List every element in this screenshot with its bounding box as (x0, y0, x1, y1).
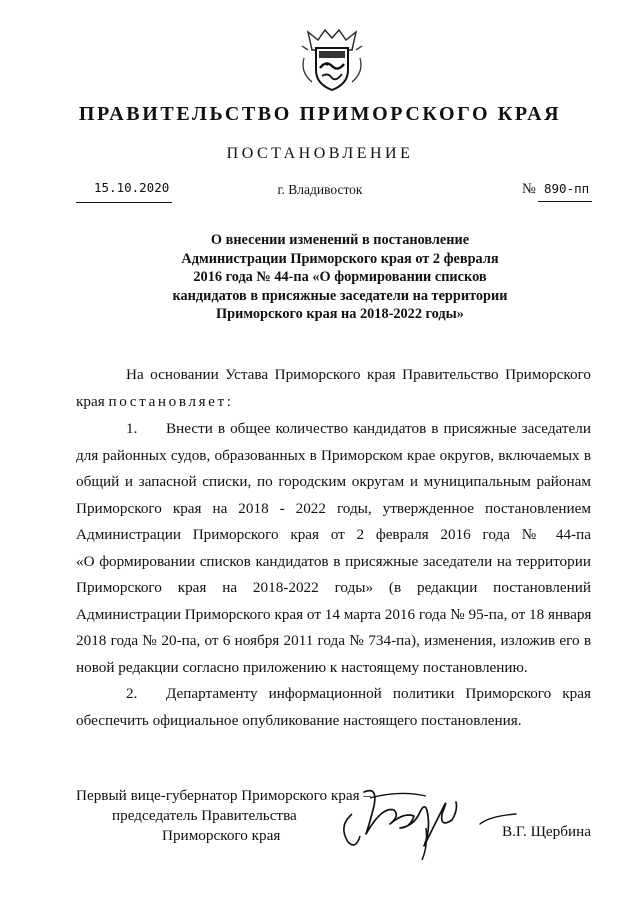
clause-number: 2. (126, 685, 138, 702)
subject-line: О внесении изменений в постановление (210, 232, 470, 248)
subject-line: Администрации Приморского края от 2 февраля (181, 250, 499, 267)
government-title: ПРАВИТЕЛЬСТВО ПРИМОРСКОГО КРАЯ (78, 103, 562, 125)
position-line: Первый вице-губернатор Приморского края – (76, 787, 371, 804)
clause-text: Департаменту информационной политики Приморского края (166, 685, 591, 702)
preamble-line: На основании Устава Приморского края Правительство Приморского (126, 366, 591, 383)
preamble (76, 362, 591, 415)
document-number: 890-пп (544, 181, 590, 196)
clause-line: Администрации Приморского края от 2 февраля 2016 года № 44-па (76, 526, 591, 543)
clause-2 (76, 681, 591, 734)
clause-line: новой редакции согласно приложению к настоящему постановлению. (76, 658, 528, 676)
number-underline (538, 201, 592, 202)
clause-line: «О формировании списков кандидатов в присяжные заседатели на территории (76, 552, 591, 570)
document-type: ПОСТАНОВЛЕНИЕ (226, 145, 414, 162)
clause-line: Приморского края на 2018-2022 годы» (в редакции постановлений (76, 579, 591, 596)
subject-line: 2016 года № 44-па «О формировании списков (193, 269, 487, 285)
preamble-line (76, 389, 591, 416)
clause-line: для районных судов, образованных в Приморском крае округов, включаемых в (76, 446, 591, 464)
clause-line: обеспечить официальное опубликование настоящего постановления. (76, 711, 522, 729)
document-subject (140, 231, 540, 324)
clause-line (76, 416, 591, 443)
clause-line: Администрации Приморского края от 14 марта 2016 года № 95-па, от 18 января (76, 605, 591, 623)
position-line: председатель Правительства (112, 807, 297, 824)
preamble-prefix: края (76, 392, 105, 410)
position-line: Приморского края (162, 827, 281, 844)
clause-1 (76, 416, 591, 681)
coat-of-arms-emblem (298, 28, 366, 92)
clause-line (76, 681, 591, 708)
subject-line: Приморского края на 2018-2022 годы» (216, 306, 464, 322)
clause-line: Приморского края на 2018 - 2022 годы, утвержденное постановлением (76, 499, 591, 517)
document-city: г. Владивосток (277, 182, 363, 197)
handwritten-signature (330, 776, 520, 866)
document-date: 15.10.2020 (94, 180, 170, 195)
clause-number: 1. (126, 420, 138, 437)
number-sign: № (522, 181, 536, 197)
document-number-field (522, 180, 592, 202)
preamble-resolves: постановляет: (108, 392, 234, 410)
subject-line: кандидатов в присяжные заседатели на территории (172, 287, 508, 304)
clause-line: общий и запасной списки, по городским округам и муниципальным районам (76, 473, 591, 490)
clause-line: 2018 года № 20-па, от 6 ноября 2011 года № 734-па), изменения, изложив его в (76, 632, 591, 649)
clause-text: Внести в общее количество кандидатов в присяжные заседатели (166, 420, 591, 437)
signatory-name: В.Г. Щербина (502, 823, 591, 840)
